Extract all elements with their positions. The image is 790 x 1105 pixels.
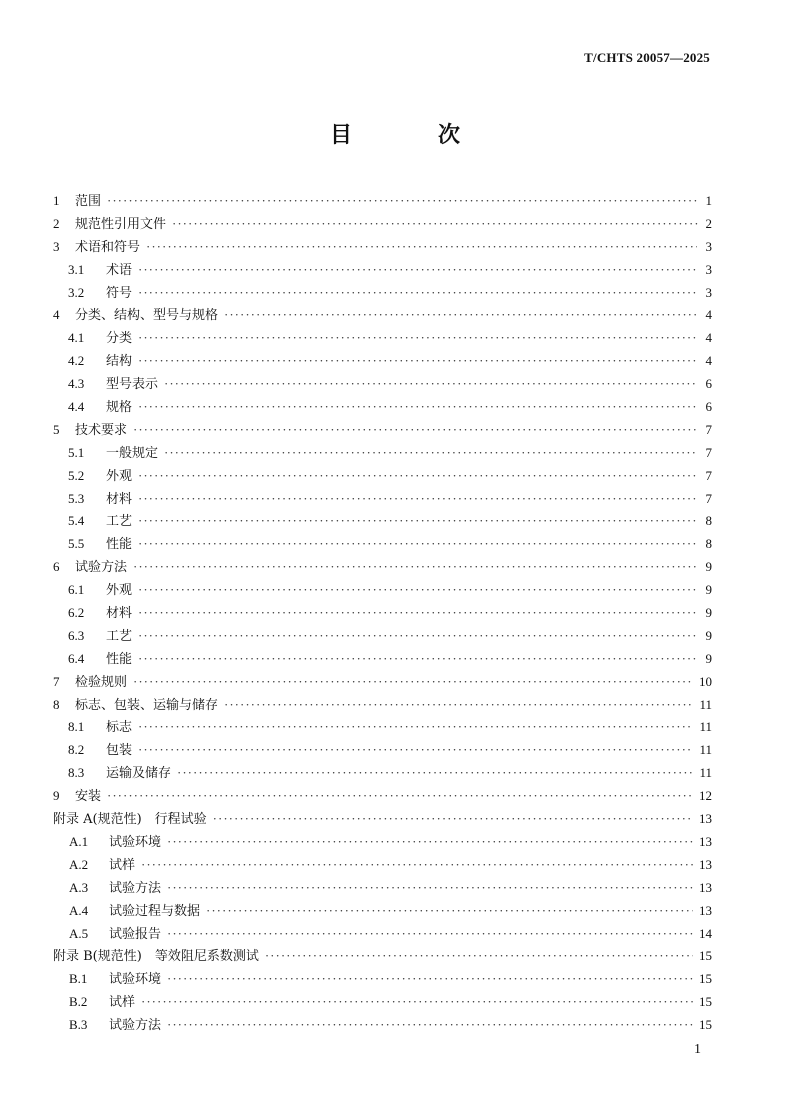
toc-entry-page: 3 — [705, 238, 712, 254]
toc-entry-page: 3 — [705, 284, 712, 300]
toc-entry[interactable] — [53, 419, 712, 442]
toc-entry[interactable] — [53, 923, 712, 946]
toc-entry-number: 5.5 — [68, 536, 85, 552]
toc-leader-dots — [167, 923, 693, 946]
toc-entry[interactable] — [53, 373, 712, 396]
toc-entry-title: 外观 — [106, 583, 133, 599]
toc-entry[interactable] — [53, 282, 712, 305]
toc-entry-title: 试验环境 — [109, 834, 162, 850]
page-title: 目 次 — [329, 122, 492, 148]
toc-entry-number: 1 — [53, 193, 60, 208]
toc-entry-page: 11 — [699, 765, 712, 781]
toc-leader-dots — [138, 648, 697, 671]
toc-entry-number: 4 — [53, 307, 60, 323]
toc-entry-page: 9 — [705, 559, 712, 575]
toc-entry-title: 材料 — [106, 606, 133, 622]
toc-leader-dots — [167, 877, 693, 900]
toc-leader-dots — [141, 854, 693, 877]
toc-entry-page: 8 — [705, 536, 712, 552]
toc-leader-dots — [172, 213, 698, 236]
toc-entry[interactable] — [53, 831, 712, 854]
toc-entry-number: 8.1 — [68, 719, 85, 735]
toc-entry-page: 7 — [705, 421, 712, 437]
toc-entry-title: 包装 — [106, 743, 133, 759]
document-code: T/CHTS 20057—2025 — [584, 50, 710, 65]
toc-leader-dots — [107, 190, 697, 213]
toc-entry[interactable] — [53, 739, 712, 762]
toc-leader-dots — [138, 579, 697, 602]
toc-leader-dots — [213, 808, 693, 831]
toc-entry-title: 范围 — [75, 194, 102, 209]
toc-leader-dots — [138, 259, 697, 282]
toc-entry-number: 5.2 — [68, 467, 85, 483]
toc-leader-dots — [167, 1014, 693, 1037]
toc-leader-dots — [164, 373, 698, 396]
toc-entry-title: 分类、结构、型号与规格 — [75, 308, 219, 324]
toc-entry-page: 13 — [699, 833, 712, 849]
toc-entry-page: 12 — [699, 788, 712, 804]
toc-entry[interactable] — [53, 533, 712, 556]
toc-entry-number: A.5 — [69, 925, 89, 941]
toc-entry[interactable] — [53, 716, 712, 739]
toc-leader-dots — [138, 327, 697, 350]
toc-leader-dots — [138, 396, 697, 419]
toc-leader-dots — [141, 991, 693, 1014]
toc-entry[interactable] — [53, 945, 712, 968]
toc-entry-number: 8.2 — [68, 742, 85, 758]
toc-entry-number: 4.3 — [68, 376, 85, 392]
toc-entry-title: 安装 — [75, 789, 102, 805]
toc-entry-page: 15 — [699, 1017, 712, 1033]
toc-entry[interactable] — [53, 236, 712, 259]
toc-entry-title: 试验环境 — [109, 972, 162, 988]
toc-entry-page: 7 — [705, 490, 712, 506]
toc-entry[interactable] — [53, 625, 712, 648]
toc-entry-number: 6.2 — [68, 605, 85, 621]
toc-entry-number: 3.2 — [68, 284, 85, 300]
toc-entry-title: 标志、包装、运输与储存 — [75, 697, 219, 713]
toc-entry-page: 6 — [705, 399, 712, 415]
toc-entry-number: 8 — [53, 696, 60, 712]
toc-entry-title: 附录 B(规范性) 等效阻尼系数测试 — [53, 949, 259, 965]
toc-entry-title: 试验报告 — [109, 926, 162, 942]
toc-entry-title: 型号表示 — [106, 377, 159, 393]
toc-entry-page: 9 — [705, 605, 712, 621]
toc-entry-page: 7 — [705, 467, 712, 483]
toc-leader-dots — [224, 694, 693, 717]
toc-entry-title: 附录 A(规范性) 行程试验 — [53, 812, 207, 828]
toc-entry-title: 分类 — [106, 331, 133, 347]
toc-entry-page: 11 — [699, 742, 712, 758]
toc-leader-dots — [138, 282, 697, 305]
toc-leader-dots — [138, 739, 693, 762]
toc-entry-number: A.2 — [69, 856, 89, 872]
toc-entry-page: 4 — [705, 353, 712, 369]
toc-entry-title: 试样 — [109, 995, 136, 1011]
toc-entry[interactable] — [53, 510, 712, 533]
toc-entry-page: 3 — [705, 261, 712, 277]
toc-entry-title: 性能 — [106, 537, 133, 553]
toc-entry-number: 3 — [53, 238, 60, 254]
toc-entry-title: 工艺 — [106, 628, 133, 644]
toc-entry[interactable] — [53, 602, 712, 625]
toc-entry-title: 检验规则 — [75, 674, 128, 690]
toc-leader-dots — [133, 556, 697, 579]
toc-entry-title: 材料 — [106, 491, 133, 507]
toc-leader-dots — [138, 533, 697, 556]
toc-entry[interactable] — [53, 991, 712, 1014]
toc-entry-title: 试验过程与数据 — [109, 903, 201, 919]
toc-entry[interactable] — [53, 488, 712, 511]
toc-entry[interactable] — [53, 213, 712, 236]
toc-entry-page: 4 — [705, 307, 712, 323]
toc-entry-title: 技术要求 — [75, 422, 128, 438]
toc-entry-page: 1 — [705, 193, 712, 208]
toc-leader-dots — [138, 510, 697, 533]
toc-entry-page: 13 — [699, 856, 712, 872]
toc-entry-page: 6 — [705, 376, 712, 392]
toc-entry[interactable] — [53, 1014, 712, 1037]
toc-entry-number: 3.1 — [68, 261, 85, 277]
toc-entry-number: 6.3 — [68, 627, 85, 643]
toc-entry-number: A.4 — [69, 902, 89, 918]
toc-leader-dots — [133, 671, 693, 694]
toc-leader-dots — [138, 350, 697, 373]
toc-entry-page: 15 — [699, 971, 712, 987]
toc-leader-dots — [138, 488, 697, 511]
toc-entry-title: 规格 — [106, 400, 133, 416]
toc-entry-number: 5.3 — [68, 490, 85, 506]
toc-entry-title: 试验方法 — [75, 560, 128, 576]
toc-entry-number: A.1 — [69, 833, 89, 849]
toc-leader-dots — [138, 465, 697, 488]
toc-entry-page: 13 — [699, 811, 712, 827]
toc-entry-title: 术语和符号 — [75, 239, 141, 255]
toc-entry[interactable] — [53, 854, 712, 877]
toc-entry-title: 一般规定 — [106, 445, 159, 461]
toc-entry-number: B.2 — [69, 994, 88, 1010]
toc-entry-number: B.3 — [69, 1017, 88, 1033]
toc-entry-number: 7 — [53, 673, 60, 689]
toc-entry-page: 15 — [699, 948, 712, 964]
toc-entry-page: 4 — [705, 330, 712, 346]
toc-leader-dots — [265, 945, 693, 968]
toc-entry[interactable] — [53, 968, 712, 991]
toc-entry-page: 10 — [699, 673, 712, 689]
toc-entry-number: 4.4 — [68, 399, 85, 415]
toc-entry[interactable] — [53, 442, 712, 465]
toc-leader-dots — [167, 831, 693, 854]
toc-leader-dots — [177, 762, 693, 785]
toc-entry[interactable] — [53, 785, 712, 808]
toc-leader-dots — [167, 968, 693, 991]
toc-leader-dots — [224, 304, 699, 327]
toc-entry-title: 外观 — [106, 468, 133, 484]
toc-entry-page: 7 — [705, 444, 712, 460]
toc-entry-title: 运输及储存 — [106, 766, 172, 782]
toc-entry-page: 9 — [705, 650, 712, 666]
toc-entry[interactable] — [53, 877, 712, 900]
toc-entry-title: 试样 — [109, 857, 136, 873]
toc-entry-page: 14 — [699, 925, 712, 941]
toc-entry[interactable] — [53, 259, 712, 282]
toc-entry-number: 6.1 — [68, 582, 85, 598]
toc-leader-dots — [133, 419, 697, 442]
toc-entry-number: A.3 — [69, 879, 89, 895]
toc-entry[interactable] — [53, 808, 712, 831]
toc-leader-dots — [138, 602, 697, 625]
toc-entry-title: 术语 — [106, 262, 133, 278]
toc-leader-dots — [164, 442, 698, 465]
toc-leader-dots — [206, 900, 693, 923]
toc-entry[interactable] — [53, 190, 712, 213]
toc-entry-number: 5.1 — [68, 444, 85, 460]
toc-entry-page: 11 — [699, 696, 712, 712]
toc-entry-number: 5 — [53, 421, 60, 437]
toc-entry[interactable] — [53, 465, 712, 488]
toc-entry-page: 15 — [699, 994, 712, 1010]
toc-entry-page: 13 — [699, 879, 712, 895]
toc-entry-title: 标志 — [106, 720, 133, 736]
toc-entry-page: 11 — [699, 719, 712, 735]
toc-entry-number: 5.4 — [68, 513, 85, 529]
toc-entry[interactable] — [53, 350, 712, 373]
toc-entry-title: 符号 — [106, 285, 133, 301]
toc-entry-number: 6.4 — [68, 650, 85, 666]
table-of-contents — [53, 190, 712, 1037]
toc-entry[interactable] — [53, 648, 712, 671]
toc-entry-number: 4.1 — [68, 330, 85, 346]
toc-entry[interactable] — [53, 556, 712, 579]
toc-entry[interactable] — [53, 694, 712, 717]
page-number: 1 — [694, 1042, 701, 1057]
toc-entry-page: 2 — [705, 215, 712, 231]
toc-entry-number: 9 — [53, 788, 60, 804]
toc-entry-number: 8.3 — [68, 765, 85, 781]
toc-entry-number: 4.2 — [68, 353, 85, 369]
toc-entry-page: 8 — [705, 513, 712, 529]
toc-entry-title: 试验方法 — [109, 880, 162, 896]
toc-entry[interactable] — [53, 579, 712, 602]
toc-entry-title: 结构 — [106, 354, 133, 370]
toc-entry-number: 6 — [53, 559, 60, 575]
toc-leader-dots — [146, 236, 697, 259]
toc-entry-title: 工艺 — [106, 514, 133, 530]
toc-leader-dots — [138, 716, 693, 739]
toc-entry-page: 13 — [699, 902, 712, 918]
toc-entry[interactable] — [53, 396, 712, 419]
toc-entry[interactable] — [53, 327, 712, 350]
toc-leader-dots — [138, 625, 697, 648]
toc-leader-dots — [107, 785, 693, 808]
toc-entry[interactable] — [53, 762, 712, 785]
toc-entry-title: 规范性引用文件 — [75, 216, 167, 232]
toc-entry-number: 2 — [53, 215, 60, 231]
toc-entry[interactable] — [53, 900, 712, 923]
toc-entry-page: 9 — [705, 627, 712, 643]
toc-entry-title: 试验方法 — [109, 1018, 162, 1034]
toc-entry[interactable] — [53, 304, 712, 327]
toc-entry-title: 性能 — [106, 651, 133, 667]
toc-entry-number: B.1 — [69, 971, 88, 987]
toc-entry-page: 9 — [705, 582, 712, 598]
toc-entry[interactable] — [53, 671, 712, 694]
